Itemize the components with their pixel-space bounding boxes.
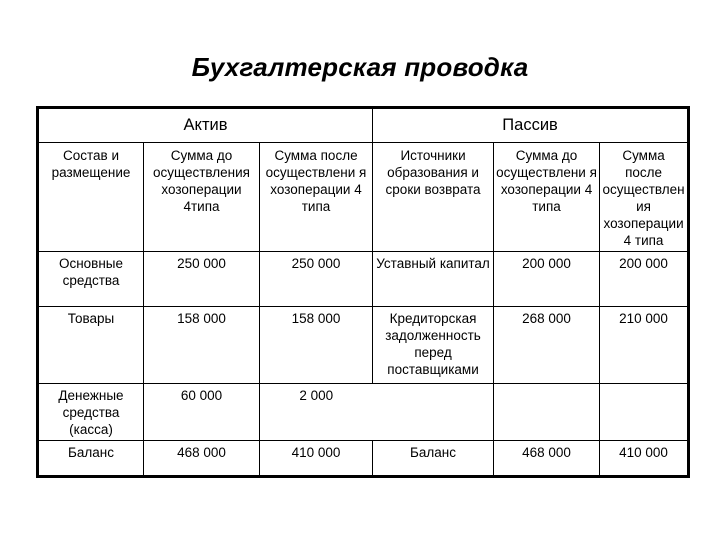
table-row xyxy=(38,307,689,384)
table-cell: 250 000 xyxy=(144,252,260,307)
table-cell: 468 000 xyxy=(144,441,260,477)
table-cell xyxy=(600,384,689,441)
column-header: Сумма до осуществлени я хозоперации 4 типа xyxy=(494,143,600,252)
column-header: Источники образования и сроки возврата xyxy=(373,143,494,252)
table-cell xyxy=(494,384,600,441)
column-header-row xyxy=(38,143,689,252)
table-cell xyxy=(373,384,494,441)
table-cell: Кредиторская задолженность перед поставщиками xyxy=(373,307,494,384)
table-cell: 2 000 xyxy=(260,384,373,441)
table-cell: 158 000 xyxy=(260,307,373,384)
table-cell: 268 000 xyxy=(494,307,600,384)
table-cell: 210 000 xyxy=(600,307,689,384)
table-cell: 410 000 xyxy=(260,441,373,477)
table-row xyxy=(38,384,689,441)
column-header: Сумма после осуществлен ия хозоперации 4 типа xyxy=(600,143,689,252)
column-header: Состав и размещение xyxy=(38,143,144,252)
column-header: Сумма до осуществления хозоперации 4типа xyxy=(144,143,260,252)
table-cell: Товары xyxy=(38,307,144,384)
table-cell: Денежные средства (касса) xyxy=(38,384,144,441)
page-title: Бухгалтерская проводка xyxy=(191,52,529,82)
section-aktiv: Актив xyxy=(38,108,373,143)
table-cell: 200 000 xyxy=(494,252,600,307)
table-cell: Баланс xyxy=(38,441,144,477)
table-row xyxy=(38,252,689,307)
section-header-row xyxy=(38,108,689,143)
ledger-table xyxy=(36,106,690,478)
table-cell: 200 000 xyxy=(600,252,689,307)
table-cell: 250 000 xyxy=(260,252,373,307)
table-cell: 158 000 xyxy=(144,307,260,384)
table-cell: 60 000 xyxy=(144,384,260,441)
column-header: Сумма после осуществлени я хозоперации 4 типа xyxy=(260,143,373,252)
table-cell: Уставный капитал xyxy=(373,252,494,307)
table-row xyxy=(38,441,689,477)
section-passiv: Пассив xyxy=(373,108,689,143)
table-cell: 410 000 xyxy=(600,441,689,477)
table-cell: Основные средства xyxy=(38,252,144,307)
table-cell: Баланс xyxy=(373,441,494,477)
table-cell: 468 000 xyxy=(494,441,600,477)
